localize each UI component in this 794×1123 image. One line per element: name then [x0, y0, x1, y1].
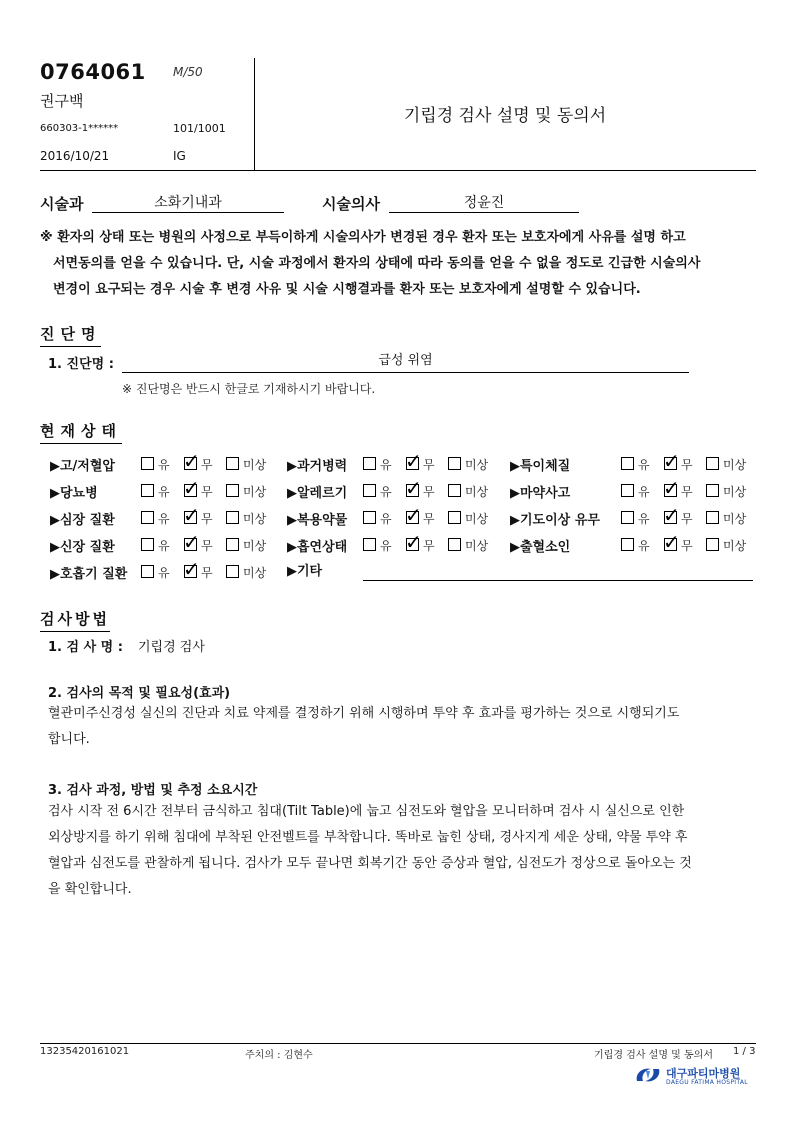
- status-item-label: ▶심장 질환: [50, 513, 115, 528]
- checkbox-unknown[interactable]: [448, 484, 461, 497]
- dept-value: 소화기내과: [92, 192, 284, 213]
- check-mark-icon: ✓: [183, 557, 200, 581]
- check-mark-icon: ✓: [663, 503, 680, 527]
- diagnosis-label: 1. 진단명 :: [48, 357, 114, 372]
- checkbox-no-label: 무: [423, 512, 435, 526]
- status-item-label: ▶호흡기 질환: [50, 567, 128, 582]
- check-mark-icon: ✓: [405, 503, 422, 527]
- patient-id: 0764061: [40, 60, 146, 84]
- checkbox-yes[interactable]: [141, 511, 154, 524]
- checkbox-unknown-label: 미상: [465, 485, 489, 499]
- checkbox-yes-label: 유: [158, 539, 170, 553]
- checkbox-unknown-label: 미상: [723, 485, 747, 499]
- checkbox-yes[interactable]: [621, 484, 634, 497]
- checkbox-no-label: 무: [681, 485, 693, 499]
- checkbox-unknown-label: 미상: [465, 512, 489, 526]
- checkbox-unknown-label: 미상: [465, 539, 489, 553]
- checkbox-yes-label: 유: [638, 458, 650, 472]
- checkbox-no-label: 무: [423, 539, 435, 553]
- process-line-1: 검사 시작 전 6시간 전부터 금식하고 침대(Tilt Table)에 눕고 심전도와 혈압을 모니터하며 검사 시 실신으로 인한: [48, 804, 685, 819]
- patient-name: 권구백: [40, 92, 84, 110]
- record-date: 2016/10/21: [40, 149, 110, 163]
- status-item-label: ▶당뇨병: [50, 486, 98, 501]
- checkbox-unknown[interactable]: [706, 484, 719, 497]
- notice-line-2: 서면동의를 얻을 수 있습니다. 단, 시술 과정에서 환자의 상태에 따라 동의를 얻을 수 없을 정도로 긴급한 시술의사: [53, 256, 701, 271]
- notice-line-3: 변경이 요구되는 경우 시술 후 변경 사유 및 시술 시행결과를 환자 또는 보호자에게 설명할 수 있습니다.: [53, 282, 641, 297]
- status-section-title: 현재상태: [40, 420, 122, 444]
- status-item-label: ▶기도이상 유무: [510, 513, 600, 528]
- checkbox-unknown[interactable]: [226, 511, 239, 524]
- checkbox-no-label: 무: [681, 458, 693, 472]
- check-mark-icon: ✓: [183, 476, 200, 500]
- diagnosis-note: ※ 진단명은 반드시 한글로 기재하시기 바랍니다.: [122, 382, 376, 396]
- doctor-value: 정윤진: [389, 192, 579, 213]
- room-number: 101/1001: [173, 122, 226, 135]
- checkbox-yes-label: 유: [380, 485, 392, 499]
- process-body: [48, 799, 756, 903]
- hospital-logo: [633, 1064, 758, 1086]
- hospital-logo-icon: [633, 1065, 663, 1085]
- checkbox-yes-label: 유: [158, 458, 170, 472]
- checkbox-no-label: 무: [201, 458, 213, 472]
- checkbox-yes[interactable]: [363, 538, 376, 551]
- checkbox-unknown-label: 미상: [465, 458, 489, 472]
- status-item-label: ▶과거병력: [287, 459, 348, 474]
- check-mark-icon: ✓: [405, 476, 422, 500]
- checkbox-unknown[interactable]: [448, 538, 461, 551]
- checkbox-no-label: 무: [423, 485, 435, 499]
- patient-header: [40, 58, 254, 170]
- checkbox-unknown-label: 미상: [243, 458, 267, 472]
- checkbox-yes[interactable]: [141, 457, 154, 470]
- status-item-label: ▶출혈소인: [510, 540, 571, 555]
- checkbox-yes[interactable]: [141, 484, 154, 497]
- check-mark-icon: ✓: [405, 530, 422, 554]
- checkbox-unknown[interactable]: [706, 457, 719, 470]
- process-line-2: 외상방지를 하기 위해 침대에 부착된 안전벨트를 부착합니다. 똑바로 눕힌 상태, 경사지게 세운 상태, 약물 투약 후: [48, 830, 688, 845]
- checkbox-unknown[interactable]: [448, 457, 461, 470]
- status-item-label: ▶흡연상태: [287, 540, 348, 555]
- process-line-4: 을 확인합니다.: [48, 882, 132, 897]
- checkbox-unknown-label: 미상: [243, 566, 267, 580]
- header-rule: [40, 170, 756, 171]
- footer-doc-number: 13235420161021: [40, 1046, 130, 1057]
- purpose-line-2: 합니다.: [48, 732, 90, 747]
- checkbox-yes-label: 유: [380, 512, 392, 526]
- check-mark-icon: ✓: [183, 449, 200, 473]
- check-mark-icon: ✓: [663, 449, 680, 473]
- exam-name-label: 1. 검 사 명 :: [48, 640, 123, 655]
- hospital-name-en: DAEGU FATIMA HOSPITAL: [666, 1079, 748, 1086]
- purpose-body: [48, 701, 756, 753]
- process-title: 3. 검사 과정, 방법 및 추정 소요시간: [48, 783, 258, 798]
- footer-doc-name: 기립경 검사 설명 및 동의서: [594, 1050, 713, 1061]
- checkbox-no-label: 무: [681, 512, 693, 526]
- checkbox-no-label: 무: [201, 566, 213, 580]
- checkbox-unknown[interactable]: [706, 538, 719, 551]
- purpose-line-1: 혈관미주신경성 실신의 진단과 치료 약제를 결정하기 위해 시행하며 투약 후 효과를 평가하는 것으로 시행되기도: [48, 706, 680, 721]
- checkbox-yes-label: 유: [158, 566, 170, 580]
- checkbox-unknown[interactable]: [226, 565, 239, 578]
- checkbox-yes-label: 유: [638, 512, 650, 526]
- checkbox-no-label: 무: [201, 539, 213, 553]
- checkbox-no-label: 무: [681, 539, 693, 553]
- checkbox-no-label: 무: [423, 458, 435, 472]
- other-line: [363, 580, 753, 581]
- exam-name-value: 기립경 검사: [138, 640, 205, 655]
- check-mark-icon: ✓: [183, 530, 200, 554]
- ward-code: IG: [173, 149, 186, 163]
- checkbox-unknown-label: 미상: [243, 485, 267, 499]
- method-section-title: 검사방법: [40, 608, 110, 632]
- checkbox-yes[interactable]: [363, 457, 376, 470]
- checkbox-yes[interactable]: [621, 538, 634, 551]
- document-title: 기립경 검사 설명 및 동의서: [403, 106, 607, 126]
- checkbox-unknown-label: 미상: [723, 512, 747, 526]
- footer-physician: 주치의 : 김현수: [245, 1050, 313, 1061]
- patient-ssn: 660303-1******: [40, 123, 119, 134]
- doctor-label: 시술의사: [322, 195, 380, 213]
- hospital-name: 대구파티마병원: [666, 1067, 741, 1080]
- checkbox-yes-label: 유: [158, 485, 170, 499]
- change-notice: [40, 225, 756, 303]
- checkbox-yes[interactable]: [621, 511, 634, 524]
- diagnosis-section-title: 진단명: [40, 323, 101, 347]
- check-mark-icon: ✓: [663, 476, 680, 500]
- status-item-label: ▶특이체질: [510, 459, 571, 474]
- checkbox-unknown[interactable]: [226, 457, 239, 470]
- checkbox-yes-label: 유: [158, 512, 170, 526]
- checkbox-unknown-label: 미상: [723, 539, 747, 553]
- notice-line-1: ※ 환자의 상태 또는 병원의 사정으로 부득이하게 시술의사가 변경된 경우 환자 또는 보호자에게 사유를 설명 하고: [40, 230, 686, 245]
- checkbox-yes[interactable]: [141, 538, 154, 551]
- checkbox-no-label: 무: [201, 485, 213, 499]
- check-mark-icon: ✓: [183, 503, 200, 527]
- status-item-label: ▶알레르기: [287, 486, 348, 501]
- checkbox-unknown[interactable]: [706, 511, 719, 524]
- other-label: ▶기타: [287, 564, 323, 579]
- footer-page: 1 / 3: [733, 1046, 756, 1057]
- status-item-label: ▶고/저혈압: [50, 459, 115, 474]
- checkbox-yes-label: 유: [638, 485, 650, 499]
- checkbox-yes[interactable]: [363, 511, 376, 524]
- checkbox-unknown[interactable]: [226, 484, 239, 497]
- checkbox-yes-label: 유: [380, 539, 392, 553]
- process-line-3: 혈압과 심전도를 관찰하게 됩니다. 검사가 모두 끝나면 회복기간 동안 증상과 혈압, 심전도가 정상으로 돌아오는 것: [48, 856, 692, 871]
- purpose-title: 2. 검사의 목적 및 필요성(효과): [48, 686, 231, 701]
- checkbox-unknown[interactable]: [226, 538, 239, 551]
- check-mark-icon: ✓: [405, 449, 422, 473]
- dept-label: 시술과: [40, 195, 84, 213]
- checkbox-unknown-label: 미상: [243, 539, 267, 553]
- check-mark-icon: ✓: [663, 530, 680, 554]
- footer-rule: [40, 1043, 756, 1044]
- status-item-label: ▶신장 질환: [50, 540, 115, 555]
- age-sex: M/50: [173, 65, 203, 79]
- checkbox-unknown-label: 미상: [723, 458, 747, 472]
- status-item-label: ▶복용약물: [287, 513, 348, 528]
- diagnosis-value: 급성 위염: [122, 350, 689, 373]
- checkbox-yes[interactable]: [141, 565, 154, 578]
- checkbox-unknown[interactable]: [448, 511, 461, 524]
- checkbox-yes[interactable]: [621, 457, 634, 470]
- checkbox-no-label: 무: [201, 512, 213, 526]
- status-item-label: ▶마약사고: [510, 486, 571, 501]
- checkbox-yes-label: 유: [380, 458, 392, 472]
- checkbox-yes-label: 유: [638, 539, 650, 553]
- checkbox-unknown-label: 미상: [243, 512, 267, 526]
- checkbox-yes[interactable]: [363, 484, 376, 497]
